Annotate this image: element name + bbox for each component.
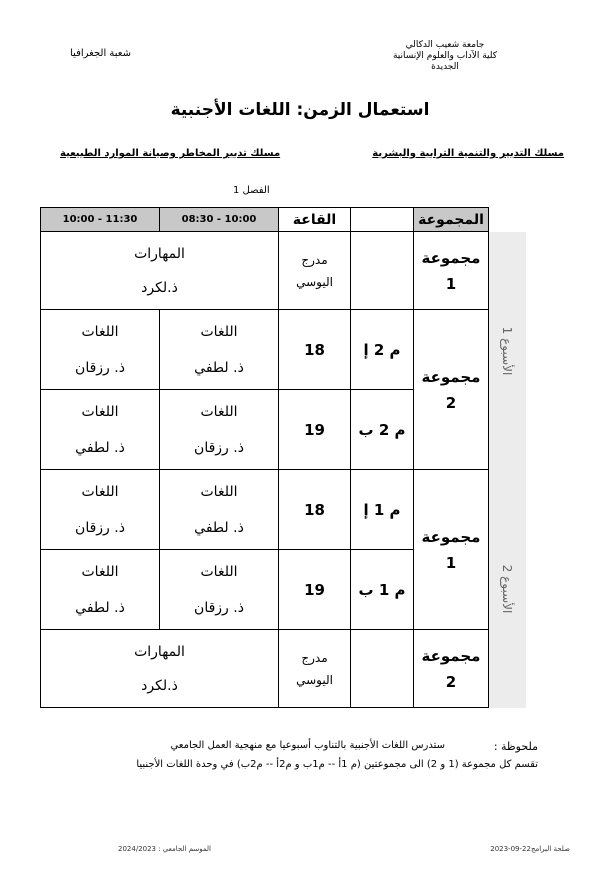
teacher-name: ذ. لطفي xyxy=(194,519,244,536)
group-label: مجموعة xyxy=(421,367,481,386)
subgroup-cell: م 2 إ xyxy=(351,310,414,390)
slot2-text: 10:00 - 11:30 xyxy=(62,214,138,225)
footer-left: الموسم الجامعي : 2024/2023 xyxy=(118,845,211,853)
room-cell: 19 xyxy=(279,550,351,630)
table-row xyxy=(41,630,526,708)
week1-cell xyxy=(489,232,526,470)
teacher-name: ذ. رزقان xyxy=(75,359,125,376)
session-cell xyxy=(160,310,279,390)
university-header xyxy=(360,40,530,73)
semester-label: الفصل 1 xyxy=(233,185,270,196)
group-label: مجموعة xyxy=(421,527,481,546)
course-name: المهارات xyxy=(134,245,185,262)
group-cell xyxy=(414,470,489,630)
room-line2: اليوسي xyxy=(296,274,333,289)
room-line2: اليوسي xyxy=(296,672,333,687)
footer-right: صلحة البرامج22-09-2023 xyxy=(490,845,570,853)
teacher-name: ذ.لكرد xyxy=(141,677,178,694)
room-cell xyxy=(279,630,351,708)
course-name: اللغات xyxy=(200,323,238,340)
group-cell xyxy=(414,310,489,470)
session-cell xyxy=(160,550,279,630)
teacher-name: ذ. رزقان xyxy=(194,599,244,616)
city-name: الجديدة xyxy=(431,62,459,72)
table-row xyxy=(41,470,526,550)
session-cell xyxy=(41,630,279,708)
group-number: 2 xyxy=(445,393,457,412)
teacher-name: ذ.لكرد xyxy=(141,279,178,296)
slot1-header xyxy=(160,208,279,232)
group-cell xyxy=(414,232,489,310)
table-row xyxy=(41,310,526,390)
timetable xyxy=(40,207,526,708)
room-cell: 19 xyxy=(279,390,351,470)
room-header: القاعة xyxy=(279,208,351,232)
week-header-empty xyxy=(489,208,526,232)
room-cell xyxy=(279,232,351,310)
table-header-row xyxy=(41,208,526,232)
teacher-name: ذ. لطفي xyxy=(75,439,125,456)
group-cell xyxy=(414,630,489,708)
session-cell xyxy=(41,470,160,550)
session-cell xyxy=(41,550,160,630)
subgroup-cell-empty xyxy=(351,630,414,708)
session-cell xyxy=(160,470,279,550)
week2-cell xyxy=(489,470,526,708)
group-number: 2 xyxy=(445,672,457,691)
group-label: مجموعة xyxy=(421,646,481,665)
teacher-name: ذ. رزقان xyxy=(194,439,244,456)
room-cell: 18 xyxy=(279,310,351,390)
subgroup-cell: م 1 ب xyxy=(351,550,414,630)
track-left: مسلك تدبير المخاطر وصيانة الموارد الطبيعية xyxy=(60,148,281,159)
department-name: شعبة الجغرافيا xyxy=(70,48,132,59)
university-name: جامعة شعيب الدكالي xyxy=(405,40,485,50)
course-name: اللغات xyxy=(81,323,119,340)
teacher-name: ذ. رزقان xyxy=(75,519,125,536)
course-name: اللغات xyxy=(81,403,119,420)
faculty-name: كلية الآداب والعلوم الإنسانية xyxy=(392,51,498,61)
group-label: مجموعة xyxy=(421,248,481,267)
subgroup-cell: م 2 ب xyxy=(351,390,414,470)
teacher-name: ذ. لطفي xyxy=(194,359,244,376)
session-cell xyxy=(160,390,279,470)
page-title: استعمال الزمن: اللغات الأجنبية xyxy=(170,100,430,120)
course-name: اللغات xyxy=(81,563,119,580)
note-line1: ستدرس اللغات الأجنبية بالتناوب أسبوعيا مع منهجية العمل الجامعي xyxy=(170,740,445,751)
course-name: اللغات xyxy=(200,563,238,580)
course-name: اللغات xyxy=(81,483,119,500)
note-label: ملحوظة : xyxy=(493,740,538,753)
room-cell: 18 xyxy=(279,470,351,550)
slot1-text: 08:30 - 10:00 xyxy=(181,214,257,225)
subgroup-cell: م 1 إ xyxy=(351,470,414,550)
group-header: المجموعة xyxy=(414,208,489,232)
subgroup-cell-empty xyxy=(351,232,414,310)
group-number: 1 xyxy=(445,274,457,293)
session-cell xyxy=(41,310,160,390)
slot2-header xyxy=(41,208,160,232)
course-name: اللغات xyxy=(200,483,238,500)
course-name: المهارات xyxy=(134,643,185,660)
course-name: اللغات xyxy=(200,403,238,420)
note-line2: تقسم كل مجموعة (1 و 2) الى مجموعتين (م 1أ -- م1ب و م2أ -- م2ب) في وحدة اللغات الأجنبيا xyxy=(136,759,538,770)
teacher-name: ذ. لطفي xyxy=(75,599,125,616)
room-line1: مدرج xyxy=(301,650,328,665)
group-number: 1 xyxy=(445,553,457,572)
week2-label: الأسبوع 2 xyxy=(500,564,515,613)
session-cell xyxy=(41,232,279,310)
subgroup-header xyxy=(351,208,414,232)
table-row xyxy=(41,232,526,310)
track-right: مسلك التدبير والتنمية الترابية والبشرية xyxy=(372,148,564,159)
room-line1: مدرج xyxy=(301,252,328,267)
session-cell xyxy=(41,390,160,470)
week1-label: الأسبوع 1 xyxy=(500,326,515,375)
